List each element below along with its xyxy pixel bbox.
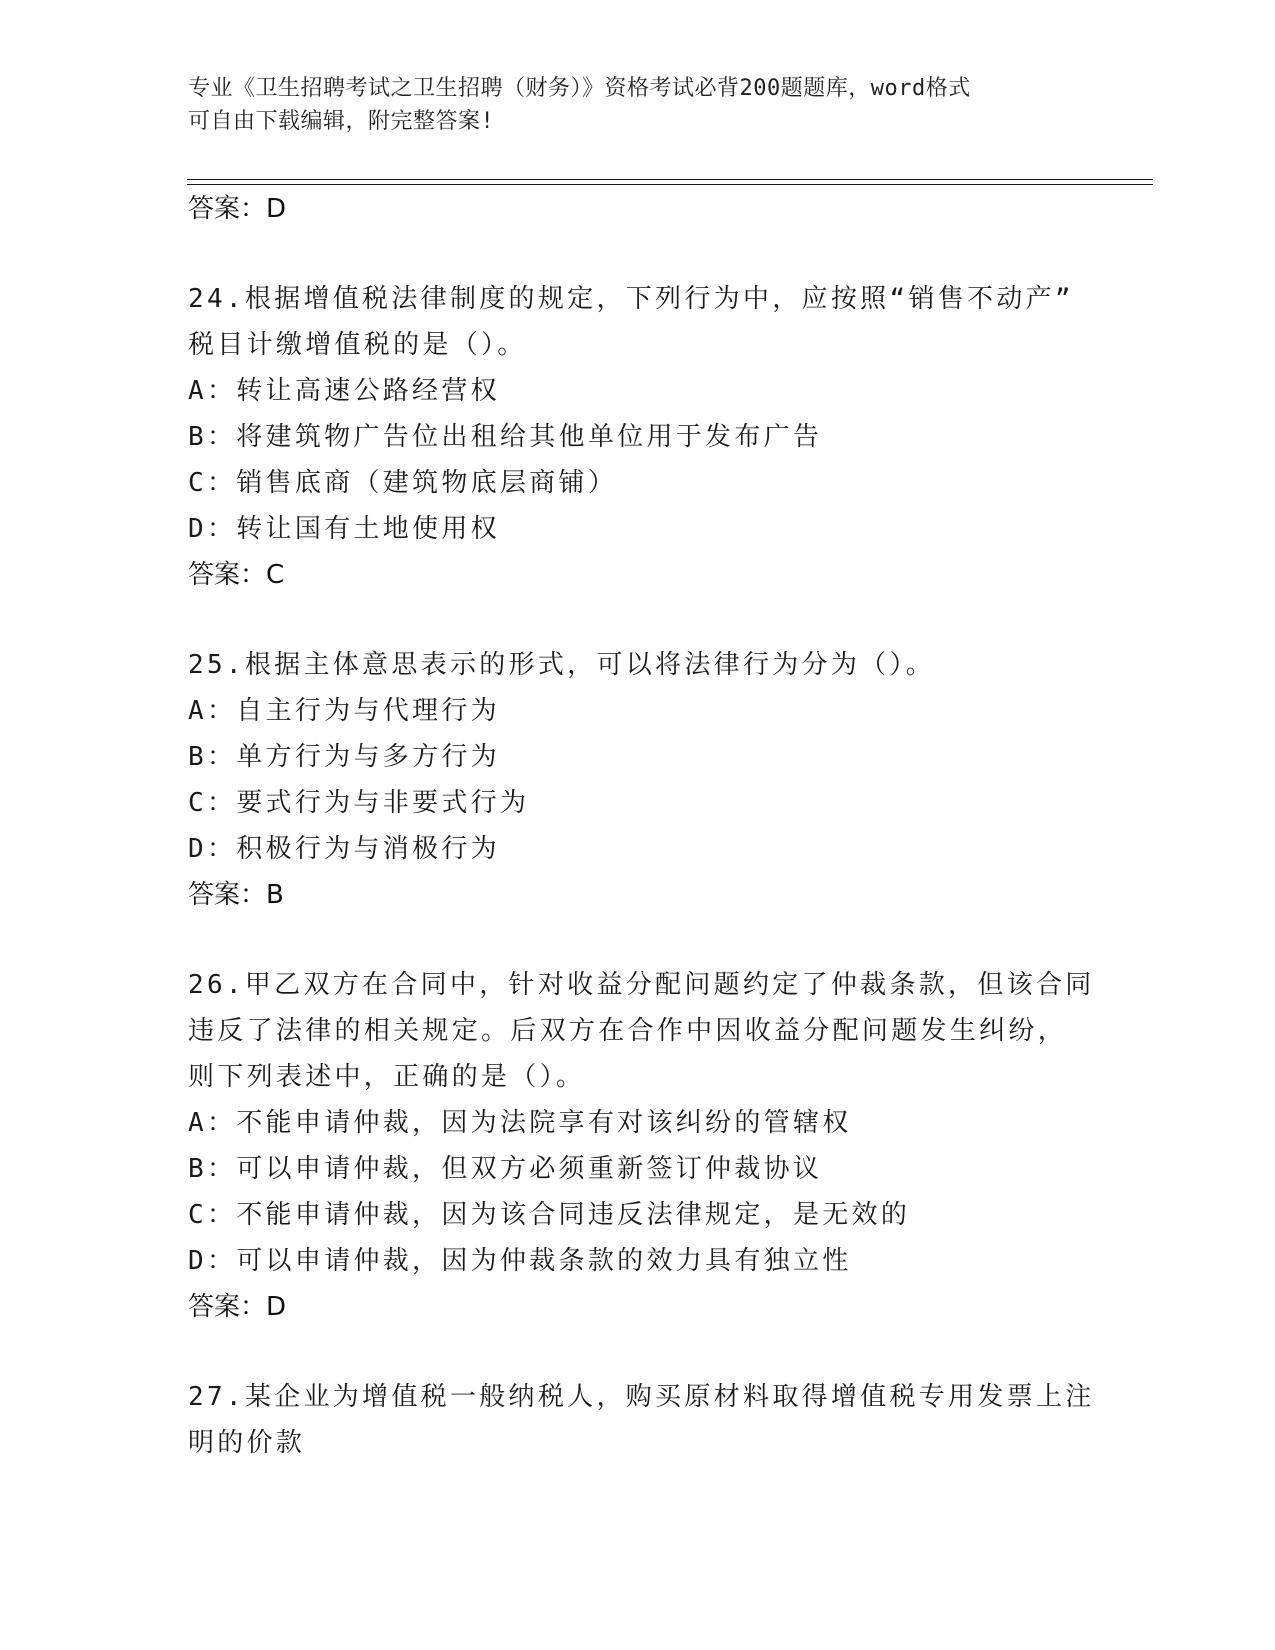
question-text-line: 27.某企业为增值税一般纳税人，购买原材料取得增值税专用发票上注: [188, 1382, 1095, 1412]
question-text-line: 违反了法律的相关规定。后双方在合作中因收益分配问题发生纠纷，: [188, 1016, 1068, 1046]
option-a: A：转让高速公路经营权: [188, 376, 500, 406]
question-26: [188, 962, 1095, 1100]
header-divider-top: [187, 179, 1153, 180]
option-d: D：可以申请仲裁，因为仲裁条款的效力具有独立性: [188, 1246, 852, 1276]
option-a: A：自主行为与代理行为: [188, 696, 500, 726]
question-text-line: 25.根据主体意思表示的形式，可以将法律行为分为（）。: [188, 650, 936, 680]
page-header: [188, 72, 1088, 138]
question-text-line: 则下列表述中，正确的是（）。: [188, 1062, 586, 1092]
option-c: C：要式行为与非要式行为: [188, 788, 530, 818]
answer-line: 答案：B: [188, 880, 284, 910]
question-24: [188, 276, 1088, 368]
header-title-line-1: 专业《卫生招聘考试之卫生招聘（财务）》资格考试必背200题题库，word格式: [188, 76, 971, 101]
answer-line: 答案：D: [188, 1292, 287, 1322]
question-text-line: 税目计缴增值税的是（）。: [188, 330, 527, 360]
question-25: [188, 642, 1088, 688]
header-title-line-2: 可自由下载编辑，附完整答案!: [188, 109, 495, 134]
option-b: B：将建筑物广告位出租给其他单位用于发布广告: [188, 422, 823, 452]
option-b: B：单方行为与多方行为: [188, 742, 500, 772]
question-27: [188, 1374, 1095, 1466]
option-c: C：不能申请仲裁，因为该合同违反法律规定，是无效的: [188, 1200, 911, 1230]
option-b: B：可以申请仲裁，但双方必须重新签订仲裁协议: [188, 1154, 823, 1184]
question-text-line: 24.根据增值税法律制度的规定，下列行为中，应按照“销售不动产”: [188, 284, 1074, 314]
question-text-line: 明的价款: [188, 1428, 306, 1458]
option-c: C：销售底商（建筑物底层商铺）: [188, 468, 618, 498]
option-a: A：不能申请仲裁，因为法院享有对该纠纷的管辖权: [188, 1108, 852, 1138]
answer-line: 答案：D: [188, 194, 287, 224]
option-d: D：转让国有土地使用权: [188, 514, 500, 544]
document-body: [188, 186, 1095, 1466]
option-d: D：积极行为与消极行为: [188, 834, 500, 864]
header-divider-bottom: [187, 184, 1153, 185]
answer-line: 答案：C: [188, 560, 285, 590]
question-text-line: 26.甲乙双方在合同中，针对收益分配问题约定了仲裁条款，但该合同: [188, 970, 1095, 1000]
